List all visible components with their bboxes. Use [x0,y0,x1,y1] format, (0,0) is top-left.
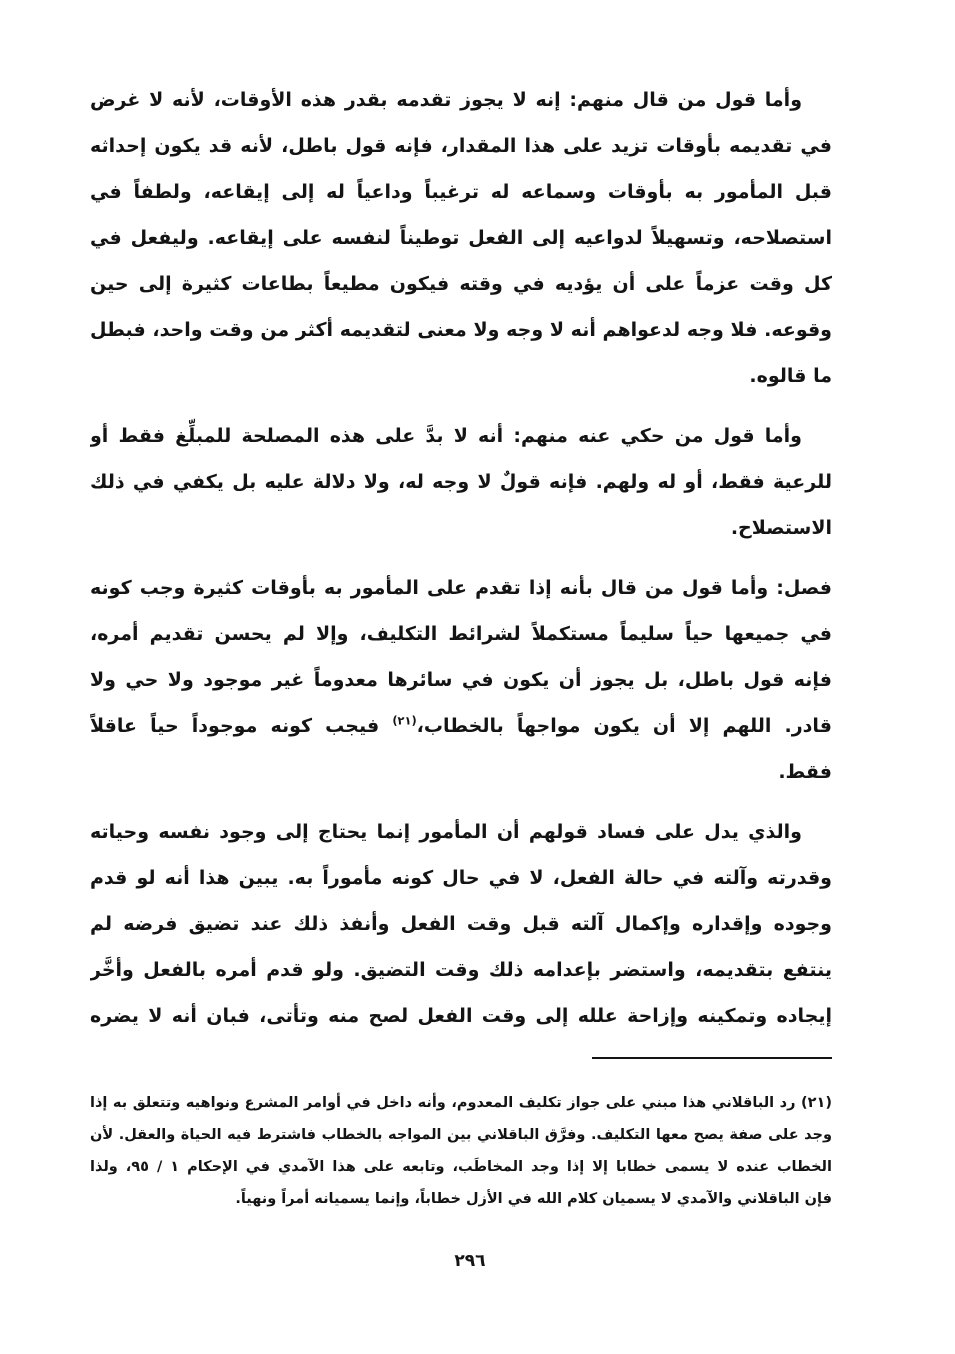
text-line: وأما قول من قال منهم: إنه لا يجوز تقدمه بقدر هذه الأوقات، لأنه لا غرض [90,89,802,111]
text-line: للرعية فقط، أو له ولهم. فإنه قولٌ لا وجه له، ولا دلالة عليه بل يكفي في ذلك [90,471,832,493]
text-line-content: وأما قول من قال بأنه إذا تقدم على المأمور به بأوقات كثيرة وجب كونه [90,577,769,599]
text-line: استصلاحه، وتسهيلاً لدواعيه إلى الفعل توطيناً لنفسه على إيقاعه. وليفعل في [90,227,832,249]
paragraph [90,77,832,399]
footnote [90,1087,832,1215]
text-line: الاستصلاح. [730,517,832,539]
text-line: ينتفع بتقديمه، واستضر بإعدامه ذلك وقت التضيق. ولو قدم أمره بالفعل وأخَّر [90,959,832,981]
paragraph [90,413,832,551]
text-line: فقط. [778,761,832,783]
text-line: فإنه قول باطل، بل يجوز أن يكون في سائرها معدوماً غير موجود ولا حي ولا [90,669,832,691]
text-line-content: قادر. اللهم إلا أن يكون مواجهاً بالخطاب، [416,715,832,737]
text-line: وجوده وإقداره وإكمال آلته قبل وقت الفعل وأنفذ ذلك عند تضيق فرضه لم [90,913,832,935]
text-line [90,565,832,611]
text-line: في تقديمه بأوقات تزيد على هذا المقدار، فإنه قول باطل، لأنه قد يكون إحداثه [90,135,832,157]
footnote-ref: (٢١) [392,713,417,728]
text-line: وقدرته وآلته في حالة الفعل، لا في حال كونه مأموراً به. يبين هذا أنه لو قدم [90,867,832,889]
section-label: فصل: [776,577,832,599]
text-line: في جميعها حياً سليماً مستكملاً لشرائط التكليف، وإلا لم يحسن تقديم أمره، [90,623,832,645]
footnote-line: (٢١) رد الباقلاني هذا مبني على جواز تكليف المعدوم، وأنه داخل في أوامر المشرع ونواهيه وتتعلق به إذا [90,1095,832,1111]
paragraph [90,809,832,1039]
text-line: وقوعه. فلا وجه لدعواهم أنه لا وجه ولا معنى لتقديمه أكثر من وقت واحد، فبطل [90,319,832,341]
text-line: إيجاده وتمكينه وإزاحة علله إلى وقت الفعل لصح منه وتأتى، فبان أنه لا يضره [90,1005,832,1027]
page-number: ٢٩٦ [454,1251,486,1271]
footnote-line: فإن الباقلاني والآمدي لا يسميان كلام الله في الأزل خطاباً، وإنما يسميانه أمراً ونهياً. [235,1191,832,1207]
text-line [90,703,832,749]
text-line-content: فيجب كونه موجوداً حياً عاقلاً [90,715,380,737]
text-line: وأما قول من حكي عنه منهم: أنه لا بدَّ على هذه المصلحة للمبلِّغ فقط أو [90,425,802,447]
text-line: كل وقت عزماً على أن يؤديه في وقته فيكون مطيعاً بطاعات كثيرة إلى حين [90,273,832,295]
text-line: قبل المأمور به بأوقات وسماعه له ترغيباً وداعياً له إلى إيقاعه، ولطفاً في [90,181,832,203]
paragraph [90,565,832,795]
body-text [90,77,832,1053]
text-line: ما قالوه. [749,365,832,387]
footnote-separator [592,1057,832,1059]
text-line: والذي يدل على فساد قولهم أن المأمور إنما يحتاج إلى وجود نفسه وحياته [90,821,802,843]
footnote-line: الخطاب عنده لا يسمى خطابا إلا إذا وجد المخاطَب، وتابعه على هذا الآمدي في الإحكام ١ / ٩٥، ولذا [90,1159,832,1175]
footnote-line: وجد على صفة يصح معها التكليف. وفرَّق الباقلاني بين المواجه بالخطاب فاشترط فيه الحياة والعقل. لأن [90,1127,832,1143]
